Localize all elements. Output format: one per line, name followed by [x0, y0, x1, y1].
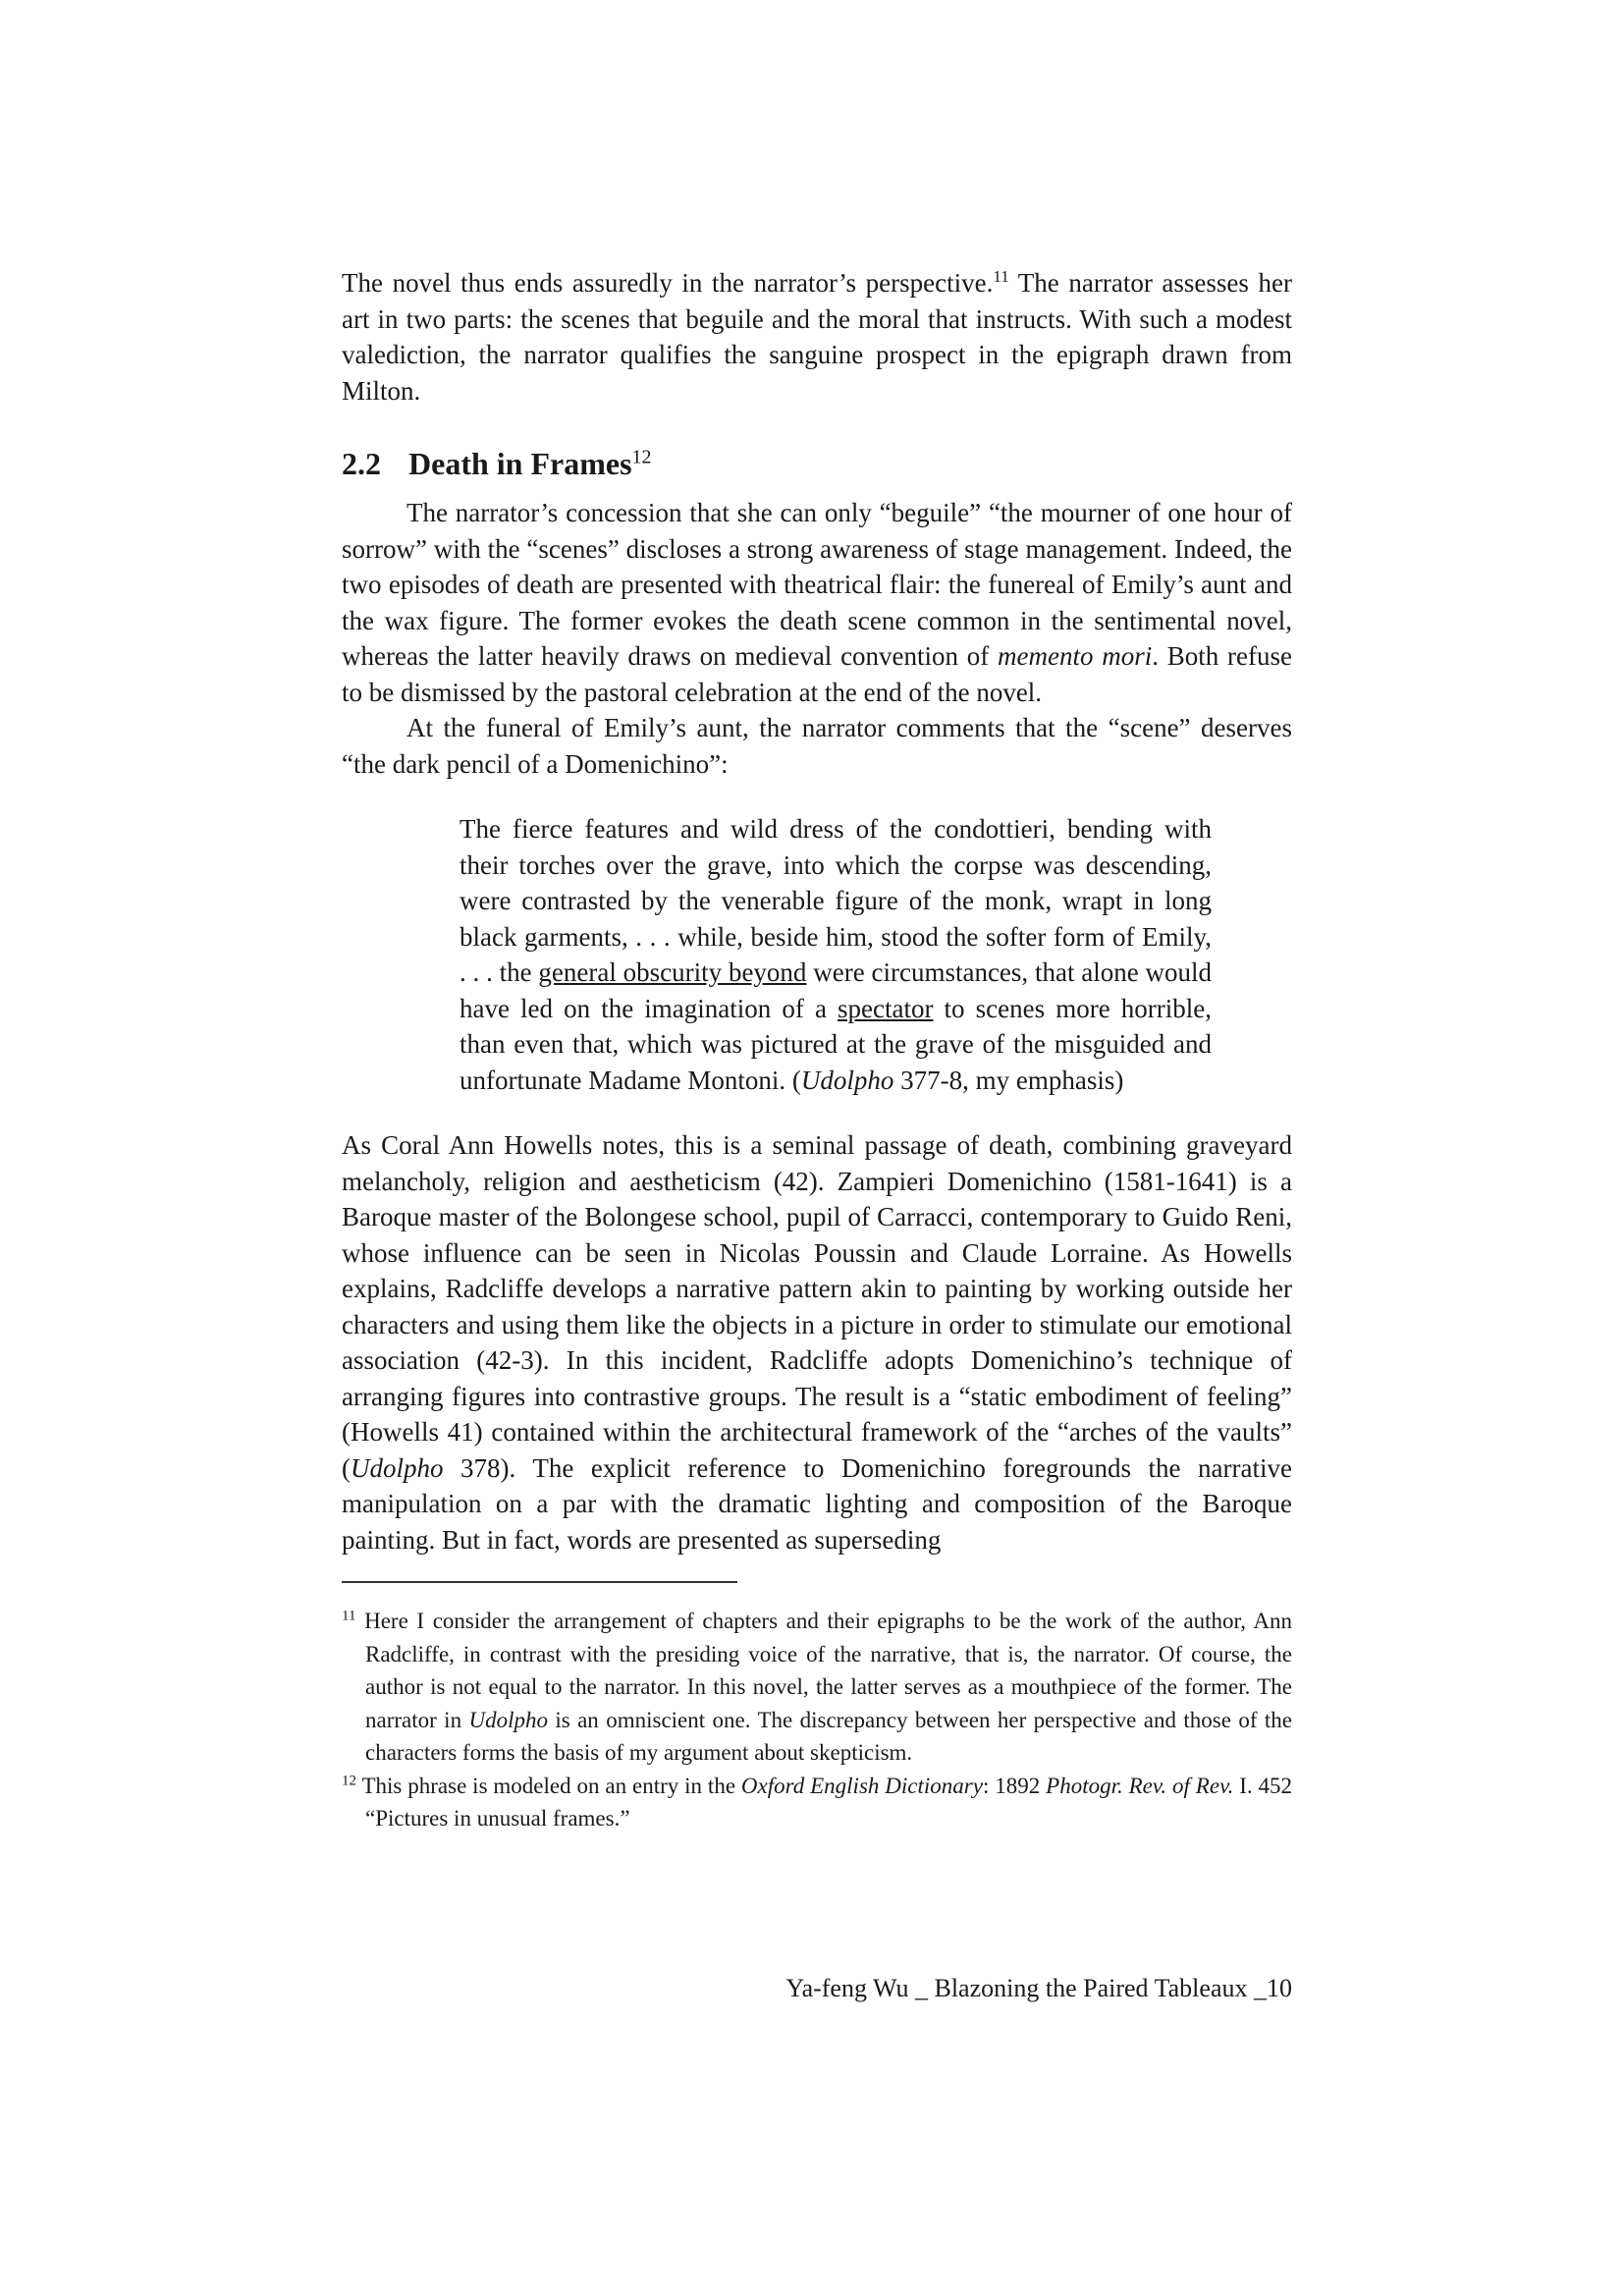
footnote-11: [342, 1605, 1292, 1770]
paragraph-2-text: The narrator’s concession that she can only “beguile” “the mourner of one hour of sorrow” with the “scenes” discloses a strong awareness of stage management. Indeed, the two episodes of death are presented with theatrical flair: the funereal of Emily’s aunt and the wax figure. The former evokes the death scene common in the sentimental novel, whereas the latter heavily draws on medieval convention of: [342, 498, 1292, 671]
paragraph-2: [342, 495, 1292, 710]
quote-underline-2: spectator: [838, 993, 934, 1023]
footnote-12: [342, 1770, 1292, 1835]
block-quote: [460, 811, 1212, 1098]
paragraph-3-text: At the funeral of Emily’s aunt, the narrator comments that the “scene” deserves “the dark pencil of a Domenichino”:: [342, 713, 1292, 779]
paragraph-4-text: As Coral Ann Howells notes, this is a seminal passage of death, combining graveyard melancholy, religion and aestheticism (42). Zampieri Domenichino (1581-1641) is a Baroque master of the Bolongese school, pupil of Carracci, contemporary to Guido Reni, whose influence can be seen in Nicolas Poussin and Claude Lorraine. As Howells explains, Radcliffe develops a narrative pattern akin to painting by working outside her characters and using them like the objects in a picture in order to stimulate our emotional association (42-3). In this incident, Radcliffe adopts Domenichino’s technique of arranging figures into contrastive groups. The result is a “static embodiment of feeling” (Howells 41) contained within the architectural framework of the “arches of the vaults” (: [342, 1130, 1292, 1483]
paragraph-4-text-cont: 378). The explicit reference to Domenichino foregrounds the narrative manipulation on a par with the dramatic lighting and composition of the Baroque painting. But in fact, words are presented as superseding: [342, 1452, 1292, 1555]
page-body: [342, 265, 1292, 1835]
paragraph-3: [342, 710, 1292, 782]
footnote-ref-12[interactable]: 12: [631, 446, 652, 468]
quote-text: The fierce features and wild dress of the condottieri, bending with their torches over the grave, into which the corpse was descending, were contrasted by the venerable figure of the monk, wrapt in long black garments, . . . while, beside him, stood the softer form of Emily, . . . the: [460, 814, 1212, 987]
paragraph-4-italic: Udolpho: [351, 1452, 444, 1483]
section-title: Death in Frames: [408, 446, 632, 481]
paragraph-4: [342, 1127, 1292, 1558]
footnote-11-text: Here I consider the arrangement of chapters and their epigraphs to be the work of the author, Ann Radcliffe, in contrast with the presiding voice of the narrative, that is, the narrator. Of course, the author is not equal to the narrator. In this novel, the latter serves as a mouthpiece of the former. The narrator in: [355, 1609, 1292, 1732]
footnote-12-text: This phrase is modeled on an entry in the: [356, 1773, 741, 1798]
footnote-11-number: 11: [342, 1608, 356, 1624]
section-number: 2.2: [342, 446, 381, 481]
footnote-11-text-cont: is an omniscient one. The discrepancy between her perspective and those of the characters forms the basis of my argument about skepticism.: [365, 1707, 1292, 1765]
footnote-12-italic-1: Oxford English Dictionary: [740, 1773, 983, 1798]
quote-underline-1: general obscurity beyond: [538, 957, 807, 987]
footnote-12-italic-2: Photogr. Rev. of Rev.: [1046, 1773, 1234, 1798]
quote-text-c: to scenes more horrible, than even that, which was pictured at the grave of the misguided and unfortunate Madame Montoni. (: [460, 993, 1212, 1095]
footnote-divider: [342, 1581, 737, 1583]
paragraph-1-text: The novel thus ends assuredly in the narrator’s perspective.: [342, 268, 994, 298]
footnote-12-text-b: : 1892: [982, 1773, 1047, 1798]
section-heading: [342, 444, 1292, 483]
paragraph-2-text-cont: . Both refuse to be dismissed by the pastoral celebration at the end of the novel.: [342, 641, 1292, 707]
footnote-ref-11[interactable]: 11: [993, 267, 1009, 286]
footnote-11-italic: Udolpho: [468, 1707, 548, 1732]
quote-italic: Udolpho: [800, 1065, 894, 1095]
paragraph-2-italic: memento mori: [998, 641, 1153, 671]
running-footer: Ya-feng Wu _ Blazoning the Paired Tableaux _10: [785, 1974, 1292, 2002]
paragraph-1-text-cont: The narrator assesses her art in two parts: the scenes that beguile and the moral that instructs. With such a modest valediction, the narrator qualifies the sanguine prospect in the epigraph drawn from Milton.: [342, 268, 1292, 406]
quote-text-b: were circumstances, that alone would have led on the imagination of a: [460, 957, 1213, 1023]
footnote-12-number: 12: [342, 1772, 356, 1788]
quote-text-d: 377-8, my emphasis): [893, 1065, 1124, 1095]
footnote-12-text-c: I. 452 “Pictures in unusual frames.”: [365, 1773, 1293, 1831]
paragraph-1: [342, 265, 1292, 409]
